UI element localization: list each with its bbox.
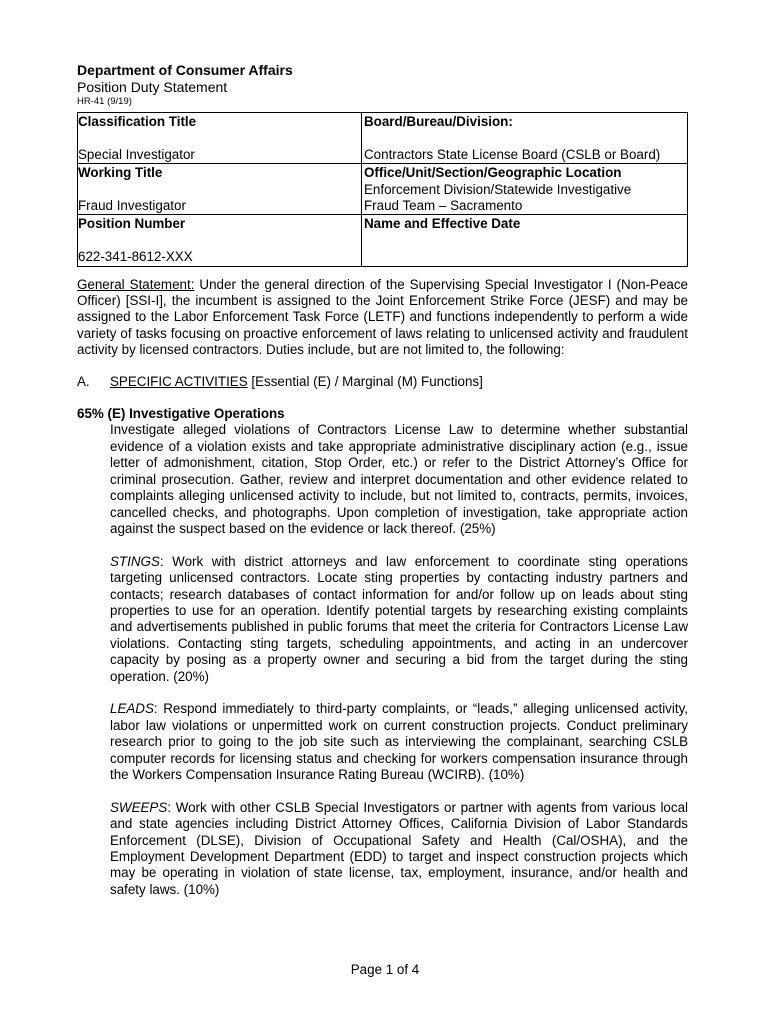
office-value-line-2: Fraud Team – Sacramento bbox=[364, 198, 523, 214]
position-number-value: 622-341-8612-XXX bbox=[78, 249, 193, 265]
duty-category-heading: 65% (E) Investigative Operations bbox=[77, 406, 285, 422]
leads-term: LEADS bbox=[110, 701, 154, 717]
general-statement-label: General Statement: bbox=[77, 276, 195, 292]
classification-label: Classification Title bbox=[78, 114, 197, 129]
section-a-heading bbox=[77, 374, 688, 390]
sweeps-term: SWEEPS bbox=[110, 799, 168, 815]
general-statement-text: Under the general direction of the Supervising Special Investigator I (Non-Peace Officer) [SSI-I], the incumbent is assigned to the Joint Enforcement Strike Force (JESF) and may be assigned to the Labor Enforcement Task Force (LETF) and functions independently to perform a wide variety of tasks focusing on proactive enforcement of laws relating to unlicensed activity and fraudulent activity by licensed contractors. Duties include, but are not limited to, the following: bbox=[77, 276, 689, 358]
name-date-cell bbox=[362, 215, 688, 266]
sweeps-paragraph bbox=[110, 800, 688, 898]
name-date-label: Name and Effective Date bbox=[364, 216, 521, 232]
position-number-cell bbox=[78, 215, 362, 266]
board-label: Board/Bureau/Division: bbox=[364, 114, 513, 129]
office-value-line-1: Enforcement Division/Statewide Investigative bbox=[364, 181, 632, 197]
leads-text: : Respond immediately to third-party complaints, or “leads,” alleging unlicensed activity, labor law violations or unpermitted work on current construction projects. Conduct preliminary research prior to going to the job site such as interviewing the complainant, searching CSLB computer records for licensing status and checking for workers compensation insurance through the Workers Compensation Insurance Rating Bureau (WCIRB). (10%) bbox=[110, 701, 688, 782]
working-title-value: Fraud Investigator bbox=[78, 198, 186, 213]
form-number: HR-41 (9/19) bbox=[77, 96, 132, 107]
classification-cell bbox=[78, 113, 362, 164]
document-title: Position Duty Statement bbox=[77, 79, 228, 95]
position-number-label: Position Number bbox=[78, 216, 186, 232]
document-page bbox=[77, 62, 688, 898]
board-cell bbox=[362, 113, 688, 164]
page-number: Page 1 of 4 bbox=[350, 962, 420, 977]
section-a-title: SPECIFIC ACTIVITIES bbox=[110, 373, 248, 389]
working-title-label: Working Title bbox=[78, 165, 163, 181]
department-name: Department of Consumer Affairs bbox=[77, 62, 293, 78]
stings-text: : Work with district attorneys and law enforcement to coordinate sting operations targeting unlicensed contractors. Locate sting properties by contacting industry partners and contacts; research databases of contact information for and/or follow up on leads about sting properties to use for an operation. Identify potential targets by researching existing complaints and advertisements published in public forums that meet the criteria for Contractors License Law violations. Contacting sting targets, scheduling appointments, and acting in an undercover capacity by posing as a property owner and securing a bid from the target during the sting operation. (20%) bbox=[110, 553, 688, 684]
stings-term: STINGS bbox=[110, 553, 160, 569]
general-statement bbox=[77, 277, 688, 359]
section-a-subtitle: [Essential (E) / Marginal (M) Functions] bbox=[247, 373, 483, 389]
position-info-table bbox=[77, 112, 688, 267]
investigate-paragraph: Investigate alleged violations of Contractors License Law to determine whether substantial evidence of a violation exists and take appropriate administrative disciplinary action (e.g., issue letter of admonishment, citation, Stop Order, etc.) or refer to the District Attorney’s Office for criminal prosecution. Gather, review and interpret documentation and other evidence related to complaints alleging unlicensed activity to include, but not limited to, contracts, permits, invoices, cancelled checks, and photographs. Upon completion of investigation, take appropriate action against the suspect based on the evidence or lack thereof. (25%) bbox=[110, 422, 688, 536]
leads-paragraph bbox=[110, 701, 688, 783]
sweeps-text: : Work with other CSLB Special Investigators or partner with agents from various local and state agencies including District Attorney Offices, California Division of Labor Standards Enforcement (DLSE), Division of Occupational Safety and Health (Cal/OSHA), and the Employment Development Department (EDD) to target and inspect construction projects which may be operating in violation of state license, tax, employment, insurance, and/or health and safety laws. (10%) bbox=[110, 799, 688, 897]
section-a-letter: A. bbox=[77, 373, 90, 389]
office-cell bbox=[362, 164, 688, 215]
office-label: Office/Unit/Section/Geographic Location bbox=[364, 165, 622, 181]
classification-value: Special Investigator bbox=[78, 146, 195, 162]
board-value: Contractors State License Board (CSLB or Board) bbox=[364, 146, 661, 162]
working-title-cell bbox=[78, 164, 362, 215]
stings-paragraph bbox=[110, 554, 688, 685]
